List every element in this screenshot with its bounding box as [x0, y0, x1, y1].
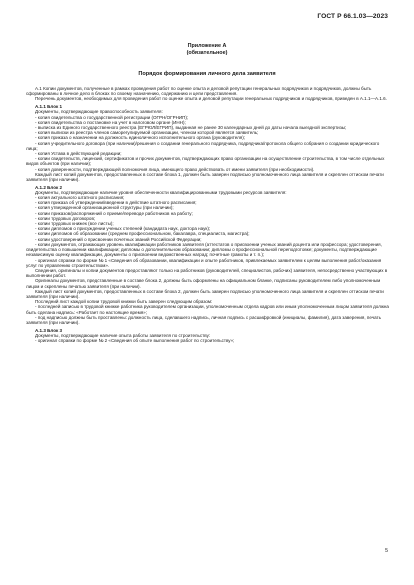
list-item: - копия приказа о назначении на должность единоличного исполнительного органа (руководителя);: [35, 135, 246, 141]
list-item: - копия выписки из реестра членов саморегулируемой организации, членом которой является заявитель;: [35, 130, 259, 136]
list-item: - копии дипломов об образовании (среднем профессиональном, бакалавра, специалиста, магистра);: [35, 231, 250, 237]
list-item: - копия доверенности, подтверждающей полномочия лица, имеющего право действовать от имени заявителя (при необходимости).: [35, 166, 315, 172]
list-item: - выписка из Единого государственного реестра (ЕГРЮЛ/ЕГРИП), выданная не ранее 30 календарных дней до даты начала выездной экспертизы;: [35, 124, 347, 130]
list-item: - копии удостоверений о присвоении почетных званий Российской Федерации;: [35, 236, 202, 242]
list-item: - под надписью должны быть проставлены: должность лица, сделавшего надпись, личная подпись с расшифровкой (инициалы, фамилия), дата заверения, печать заявителя (при наличии).: [26, 314, 381, 325]
list-item: - копия Устава в действующей редакции;: [35, 150, 122, 156]
list-item: - копии трудовых договоров;: [35, 215, 96, 221]
list-item: - копия свидетельства о постановке на учет в налоговом органе (ИНН);: [35, 119, 186, 125]
list-item: - оригинал справки по форме № 2 «Сведения об опыте выполнения работ по строительству»;: [35, 338, 235, 344]
appendix-title: Приложение А: [187, 43, 227, 49]
page-number: 5: [385, 548, 388, 554]
list-item: - оригинал справки по форме № 1 «Сведения об образовании, квалификации и опыте работников, привлекаемых заявителем к целям выполнения работ/оказания услуг по управлению строительством».: [26, 257, 382, 268]
block-title: А.1.1 Блок 1: [35, 104, 63, 110]
appendix-header: [0, 43, 414, 57]
paragraph: Документы, подтверждающие наличие опыта работы заявителя по строительству:: [35, 332, 211, 338]
list-item: - копия свидетельства о государственной регистрации (ОГРН/ОГРНИП);: [35, 114, 189, 120]
list-item: - копии свидетельств, лицензий, сертификатов и прочих документов, подтверждающих право организации на осуществление строительства, в том числе отдельных видов объектов (при наличии);: [26, 156, 385, 167]
document-body: [26, 86, 392, 343]
list-item: - копии приказов/распоряжений о приеме/переводе работников на работу;: [35, 210, 193, 216]
standard-code: ГОСТ Р 66.1.03—2023: [317, 13, 388, 20]
list-item: - копия учредительного договора (при наличии)/решения о создании генерального подрядчика, подрядчика/протокола общего собрания о создании юридического лица;: [26, 140, 380, 151]
list-item: - последней записью в трудовой книжке работника руководителем организации, уполномоченным отдела кадров или иным уполномоченным лицом заявителя должна быть сделана надпись: «Работает по настоящее время»;: [26, 304, 389, 315]
paragraph: Документы, подтверждающие правоспособность заявителя:: [35, 109, 163, 115]
paragraph: А.1 Копии документов, полученные в рамках проведения работ по оценке опыта и деловой репутации генеральных подрядчиков и подрядчиков, должны быть сформированы в личное дело в блоках по своему назначению, содержанию и цели представления.: [26, 86, 372, 97]
paragraph: Перечень документов, необходимых для проведения работ по оценке опыта и деловой репутации генеральных подрядчиков и подрядчиков, приведен в А.1.1—А.1.6.: [35, 96, 387, 102]
list-item: - копия приказа об утверждении/введении в действие штатного расписания;: [35, 200, 197, 206]
block-title: А.1.2 Блок 2: [35, 184, 63, 190]
paragraph: Каждый лист копий документов, предоставленных в составе блока 1, должен быть заверен подписью уполномоченного лица заявителя и скреплен оттиском печати заявителя (при наличии).: [26, 171, 384, 182]
section-heading: Порядок формирования личного дела заявителя: [138, 71, 276, 77]
list-item: - копия актуального штатного расписания;: [35, 195, 125, 201]
paragraph: Каждый лист копий документов, предоставленных в составе блока 2, должен быть заверен подписью уполномоченного лица заявителя и скреплен оттиском печати заявителя (при наличии).: [26, 288, 384, 299]
paragraph: Сведения, оригиналы и копии документов предоставляют только на работников (руководителей, специалистов, рабочих) заявителя, непосредственно участвующих в выполнении работ.: [26, 267, 388, 279]
block-title: А.1.3 Блок 3: [35, 327, 63, 333]
paragraph: Последний лист каждой копии трудовой книжки быть заверен следующим образом:: [35, 299, 213, 305]
list-item: - копии дипломов о присуждении ученых степеней (кандидата наук, доктора наук);: [35, 226, 211, 232]
list-item: - копия утвержденной организационной структуры (при наличии);: [35, 205, 174, 211]
paragraph: Документы, подтверждающие наличие уровня обеспеченности квалифицированными трудовыми ресурсов заявителя:: [35, 189, 287, 195]
list-item: - копии документов, отражающих уровень квалификации работников заявителя (аттестатов о присвоении ученых званий доцента или профессора; удостоверения, свидетельства о повышении квалификации; дипломы о дополнительном образовании; дипломы о профессиональной переподготовке; документы, подтверждающие независимую оценку квалификации, документы о присвоении ведомственных наград; почетные грамоты и т. п.);: [26, 241, 382, 258]
appendix-status: (обязательное): [186, 50, 228, 56]
list-item: - копии трудовых книжек (все листы);: [35, 221, 114, 227]
paragraph: Оригиналы документов, представленные в составе блока 2, должны быть оформлены на официальном бланке, подписаны руководителем либо уполномоченным лицом и скреплены печатью заявителя (при наличии).: [26, 278, 381, 289]
